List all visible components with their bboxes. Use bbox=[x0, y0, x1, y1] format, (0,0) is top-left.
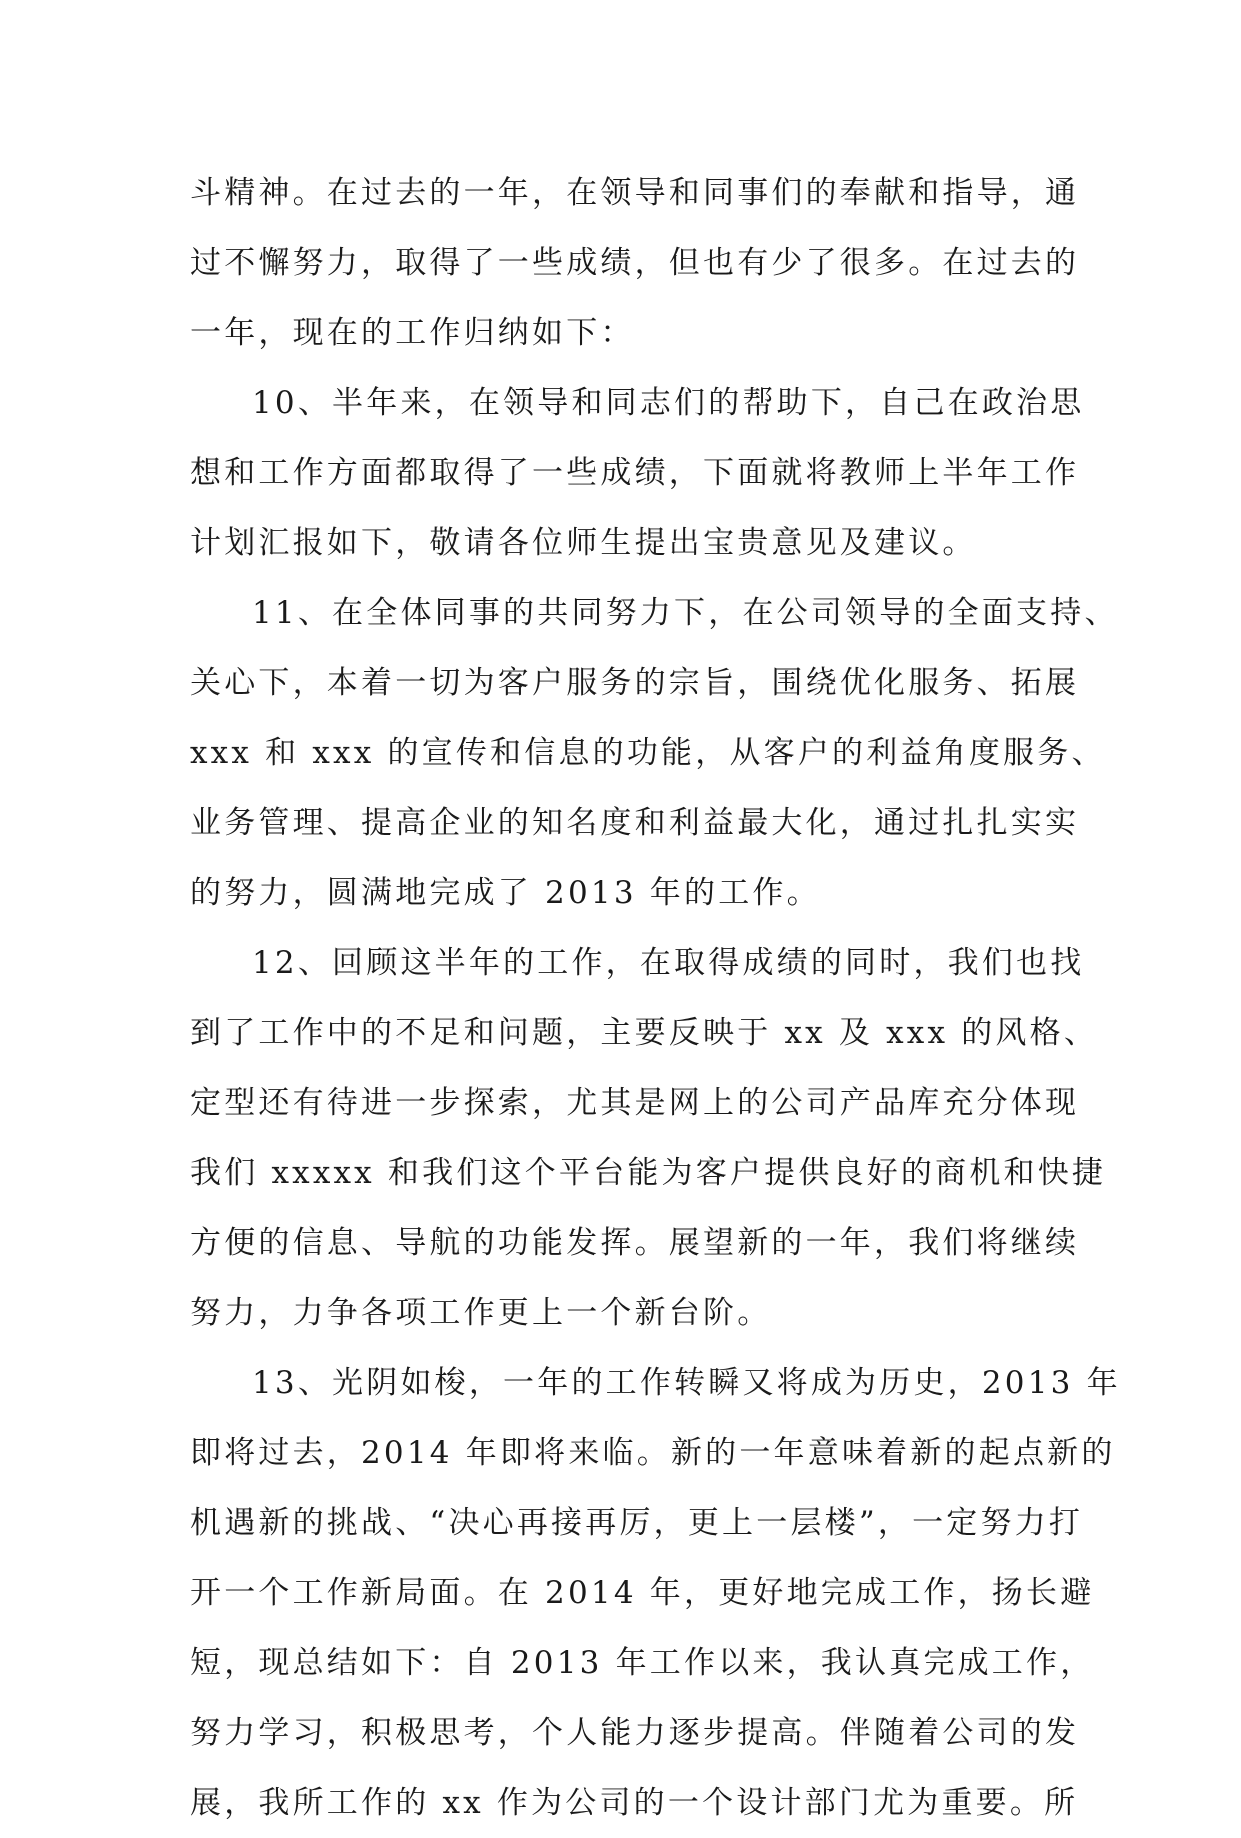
document-body bbox=[190, 158, 1121, 1838]
text-line: 开一个工作新局面。在 2014 年，更好地完成工作，扬长避 bbox=[190, 1575, 1095, 1611]
text-line: 一年，现在的工作归纳如下： bbox=[190, 315, 635, 351]
text-line: 过不懈努力，取得了一些成绩，但也有少了很多。在过去的 bbox=[190, 245, 1080, 281]
paragraph-12-first-line: 12、回顾这半年的工作，在取得成绩的同时，我们也找 bbox=[252, 945, 1085, 981]
text-line: 定型还有待进一步探索，尤其是网上的公司产品库充分体现 bbox=[190, 1085, 1080, 1121]
text-line: 我们 xxxxx 和我们这个平台能为客户提供良好的商机和快捷 bbox=[190, 1155, 1107, 1191]
text-line: xxx 和 xxx 的宣传和信息的功能，从客户的利益角度服务、 bbox=[190, 735, 1106, 771]
text-line: 短，现总结如下：自 2013 年工作以来，我认真完成工作， bbox=[190, 1645, 1095, 1681]
text-line: 努力学习，积极思考，个人能力逐步提高。伴随着公司的发 bbox=[190, 1715, 1080, 1751]
text-line: 努力，力争各项工作更上一个新台阶。 bbox=[190, 1295, 772, 1331]
text-line: 斗精神。在过去的一年，在领导和同事们的奉献和指导，通 bbox=[190, 175, 1080, 211]
text-line: 即将过去，2014 年即将来临。新的一年意味着新的起点新的 bbox=[190, 1435, 1116, 1471]
paragraph-11-first-line: 11、在全体同事的共同努力下，在公司领导的全面支持、 bbox=[252, 595, 1119, 631]
text-line: 计划汇报如下，敬请各位师生提出宝贵意见及建议。 bbox=[190, 525, 977, 561]
text-line: 业务管理、提高企业的知名度和利益最大化，通过扎扎实实 bbox=[190, 805, 1080, 841]
text-line: 展，我所工作的 xx 作为公司的一个设计部门尤为重要。所 bbox=[190, 1785, 1079, 1821]
paragraph-10-first-line: 10、半年来，在领导和同志们的帮助下，自己在政治思 bbox=[252, 385, 1085, 421]
text-line: 的努力，圆满地完成了 2013 年的工作。 bbox=[190, 875, 821, 911]
text-line: 机遇新的挑战、“决心再接再厉，更上一层楼”，一定努力打 bbox=[190, 1505, 1084, 1541]
text-line: 想和工作方面都取得了一些成绩，下面就将教师上半年工作 bbox=[190, 455, 1080, 491]
paragraph-13-first-line: 13、光阴如梭，一年的工作转瞬又将成为历史，2013 年 bbox=[252, 1365, 1121, 1401]
text-line: 关心下，本着一切为客户服务的宗旨，围绕优化服务、拓展 bbox=[190, 665, 1080, 701]
text-line: 到了工作中的不足和问题，主要反映于 xx 及 xxx 的风格、 bbox=[190, 1015, 1099, 1051]
text-line: 方便的信息、导航的功能发挥。展望新的一年，我们将继续 bbox=[190, 1225, 1080, 1261]
